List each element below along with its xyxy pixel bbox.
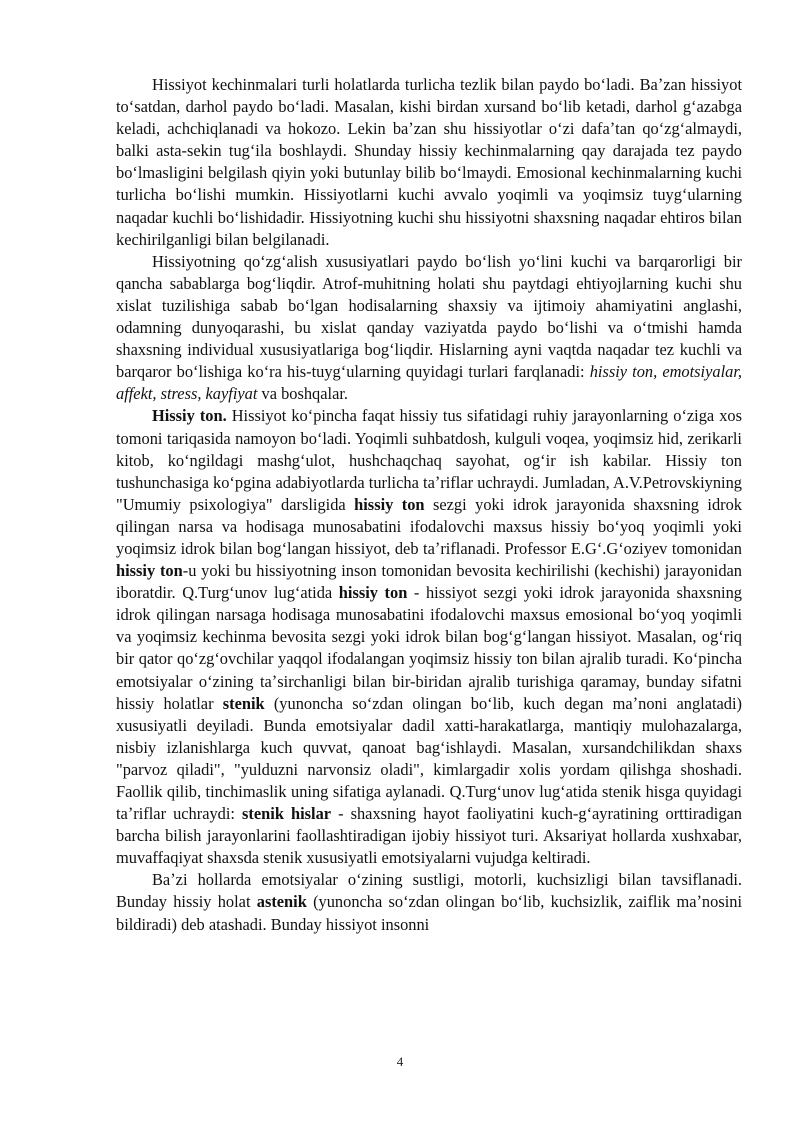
bold-term: hissiy ton <box>116 561 183 581</box>
bold-term: Hissiy ton. <box>152 406 227 426</box>
bold-term: stenik hislar <box>242 804 332 824</box>
text-run: - shaxsning hayot faoliyatini kuch-gʻayratining orttiradigan barcha bilish jarayonlarini faollashtiradigan ijobiy hissiyot turi. Aksariyat hollarda xushxabar, muvaffaqiyat shaxsda stenik xususiyatli emotsiyalarni vujudga keltiradi. <box>116 804 742 868</box>
text-run: Baʼzi hollarda emotsiyalar oʻzining sustligi, motorli, kuchsizligi bilan tavsiflanadi. Bunday hissiy holat <box>116 870 742 912</box>
paragraph-asthenic <box>116 869 742 935</box>
text-run: -u yoki bu hissiyotning inson tomonidan bevosita kechirilishi (kechishi) jarayonidan iboratdir. Q.Turgʻunov lugʻatida <box>116 561 742 603</box>
bold-term: astenik <box>256 892 307 912</box>
bold-term: stenik <box>222 693 265 713</box>
text-run: - hissiyot sezgi yoki idrok jarayonida shaxsning idrok qilingan narsaga hodisaga munosabatini ifodalovchi maxsus emosional boʻyoq yoqimli va yoqimsiz kechinma bevosita sezgi yoki idrok bilan bogʻgʻlangan hissiyot. Masalan, ogʻriq bir qator qoʻzgʻovchilar yaqqol ifodalangan yoqimsiz hissiy ton bilan ajralib turadi. Koʻpincha emotsiyalar oʻzining taʼsirchanligi bilan bir-biridan ajralib turishiga qaramay, bunday sifatni hissiy holatlar <box>116 583 743 713</box>
text-run: va boshqalar. <box>257 384 349 404</box>
text-run: Hissiyot koʻpincha faqat hissiy tus sifatidagi ruhiy jarayonlarning oʻziga xos tomoni tariqasida namoyon boʻladi. Yoqimli suhbatdosh, kulguli voqea, yoqimsiz hid, zerikarli kitob, koʻngildagi mashgʻulot, hushchaqchaq sayohat, ogʻir ish kabilar. Hissiy ton tushunchasiga koʻpgina adabiyotlarda turlicha taʼriflar uchraydi. Jumladan, A.V.Petrovskiyning "Umumiy psixologiya" darsligida <box>116 406 742 514</box>
bold-term: hissiy ton <box>338 583 408 603</box>
document-body <box>116 74 742 936</box>
text-run: Hissiyotning qoʻzgʻalish xususiyatlari paydo boʻlish yoʻlini kuchi va barqarorligi bir qancha sabablarga bogʻliqdir. Atrof-muhitning holati shu paytdagi ehtiyojlarning kuchi shu xislat tuzilishiga sabab boʻlgan hodisalarning shaxsiy va ijtimoiy ahamiyatini anglashi, odamning dunyoqarashi, bu xislat qanday vaziyatda paydo boʻlishi va oʻtmishi hamda shaxsning individual xususiyatlariga bogʻliqdir. Hislarning ayni vaqtda naqadar tez kuchli va barqaror boʻlishiga koʻra his-tuygʻularning quyidagi turlari farqlanadi: <box>116 251 742 382</box>
text-run: (yunoncha soʻzdan olingan boʻlib, kuch degan maʼnoni anglatadi) xususiyatli deyiladi. Bunda emotsiyalar dadil xatti-harakatlarga, mantiqiy mulohazalarga, nisbiy izlanishlarga kuch quvvat, qanoat bagʻishlaydi. Masalan, xursandchilikdan shaxs "parvoz qiladi", "yulduzni narvonsiz oladi", kimlargadir xolis yordam qilishga shoshadi. Faollik qilib, tinchimaslik uning sifatiga aylanadi. Q.Turgʻunov lugʻatida stenik hisga quyidagi taʼriflar uchraydi: <box>116 693 742 824</box>
bold-term: hissiy ton <box>354 494 425 514</box>
page-number: 4 <box>396 1054 404 1069</box>
italic-term: hissiy ton, emotsiyalar, affekt, stress, kayfiyat <box>116 362 742 404</box>
paragraph-emotion-speed <box>116 74 742 251</box>
text-run: (yunoncha soʻzdan olingan boʻlib, kuchsizlik, zaiflik maʼnosini bildiradi) deb atashadi. Bunday hissiyot insonni <box>116 892 742 934</box>
paragraph-emotion-properties <box>116 251 742 406</box>
text-run: Hissiyot kechinmalari turli holatlarda turlicha tezlik bilan paydo boʻladi. Baʼzan hissiyot toʻsatdan, darhol paydo boʻladi. Masalan, kishi birdan xursand boʻlib ketadi, darhol gʻazabga keladi, achchiqlanadi va hokozo. Lekin baʼzan shu hissiyotlar oʻzi dafaʼtan qoʻzgʻalmaydi, balki asta-sekin tugʻila boshlaydi. Shunday hissiy kechinmalarning qay darajada tez paydo boʻlmasligini belgilash qiyin yoki butunlay bilib boʻlmaydi. Emosional kechinmalarning kuchi turlicha boʻlishi mumkin. Hissiyotlarni kuchi avvalo yoqimli va yoqimsiz tuygʻularning naqadar kuchli boʻlishidadir. Hissiyotning kuchi shu hissiyotni shaxsning naqadar ehtiros bilan kechirilganligi bilan belgilanadi. <box>116 75 742 249</box>
paragraph-emotional-tone <box>116 405 742 869</box>
text-run: sezgi yoki idrok jarayonida shaxsning idrok qilingan narsa va hodisaga munosabatini ifodalovchi maxsus hissiy boʻyoq yoqimli yoki yoqimsiz idrok bilan bogʻlangan hissiyot, deb taʼriflanadi. Professor E.Gʻ.Gʻoziyev tomonidan <box>116 494 742 558</box>
